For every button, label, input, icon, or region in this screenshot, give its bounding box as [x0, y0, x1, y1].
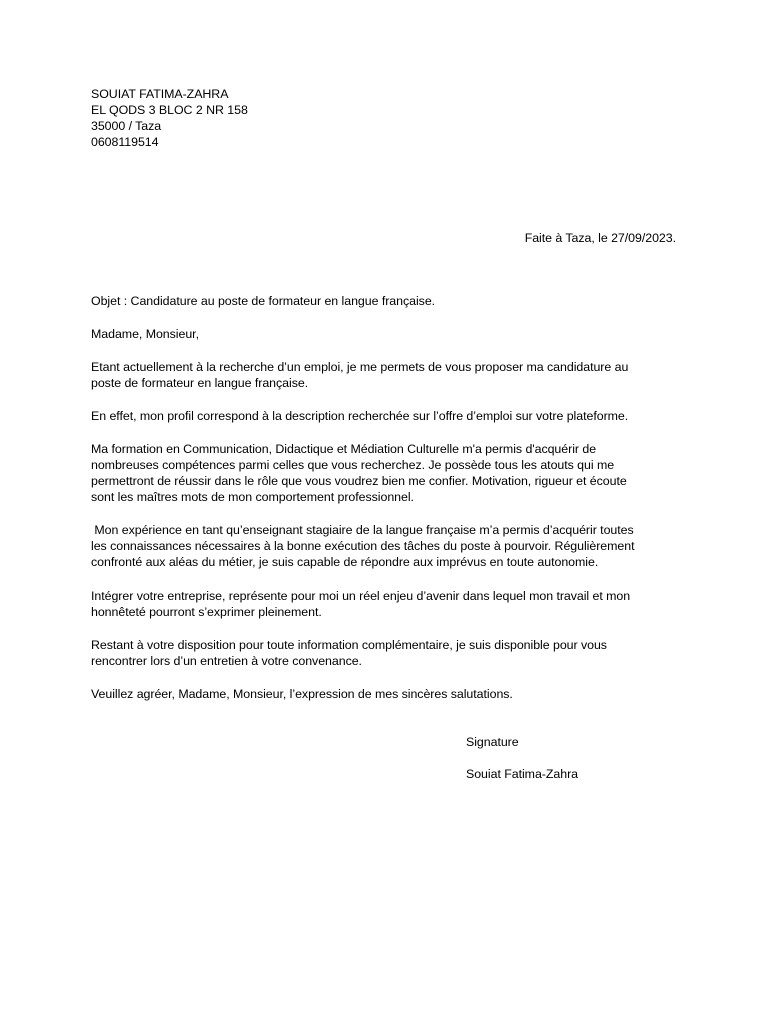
paragraph-line: honnêteté pourront s’exprimer pleinement.	[91, 605, 322, 619]
paragraph-4	[91, 522, 691, 570]
paragraph-2	[91, 408, 691, 424]
paragraph-line: Veuillez agréer, Madame, Monsieur, l’expression de mes sincères salutations.	[91, 687, 513, 701]
sender-address: EL QODS 3 BLOC 2 NR 158	[91, 103, 248, 117]
paragraph-1	[91, 359, 691, 391]
date-line: Faite à Taza, le 27/09/2023.	[524, 231, 676, 245]
paragraph-line: Intégrer votre entreprise, représente pour moi un réel enjeu d’avenir dans lequel mon travail et mon	[91, 589, 631, 603]
sender-city: 35000 / Taza	[91, 119, 162, 133]
signature-name: Souiat Fatima-Zahra	[466, 767, 578, 781]
paragraph-line: Restant à votre disposition pour toute information complémentaire, je suis disponible pour vous	[91, 638, 607, 652]
paragraph-line: sont les maîtres mots de mon comportement professionnel.	[91, 490, 414, 504]
paragraph-5	[91, 588, 691, 620]
sender-block	[91, 86, 248, 150]
paragraph-line: nombreuses compétences parmi celles que vous recherchez. Je possède tous les atouts qui me	[91, 458, 615, 472]
paragraph-line: confronté aux aléas du métier, je suis capable de répondre aux imprévus en toute autonomie.	[91, 555, 599, 569]
sender-name: SOUIAT FATIMA-ZAHRA	[91, 87, 229, 101]
paragraph-line: rencontrer lors d’un entretien à votre convenance.	[91, 654, 362, 668]
paragraph-line: permettront de réussir dans le rôle que vous voudrez bien me confier. Motivation, rigueur et écoute	[91, 474, 627, 488]
sender-phone: 0608119514	[91, 135, 159, 149]
paragraph-line: les connaissances nécessaires à la bonne exécution des tâches du poste à pourvoir. Régulièrement	[91, 539, 635, 553]
salutation: Madame, Monsieur,	[91, 327, 199, 341]
closing-paragraph	[91, 686, 691, 702]
paragraph-line: Ma formation en Communication, Didactique et Médiation Culturelle m'a permis d'acquérir de	[91, 442, 597, 456]
signature-label: Signature	[466, 735, 519, 749]
paragraph-line: poste de formateur en langue française.	[91, 376, 309, 390]
paragraph-3	[91, 441, 691, 505]
paragraph-6	[91, 637, 691, 669]
paragraph-line: Mon expérience en tant qu’enseignant stagiaire de la langue française m’a permis d’acquérir toutes	[91, 523, 634, 537]
paragraph-line: Etant actuellement à la recherche d’un emploi, je me permets de vous proposer ma candidature au	[91, 360, 629, 374]
paragraph-line: En effet, mon profil correspond à la description recherchée sur l’offre d’emploi sur votre plateforme.	[91, 409, 629, 423]
subject-line: Objet : Candidature au poste de formateur en langue française.	[91, 294, 436, 308]
